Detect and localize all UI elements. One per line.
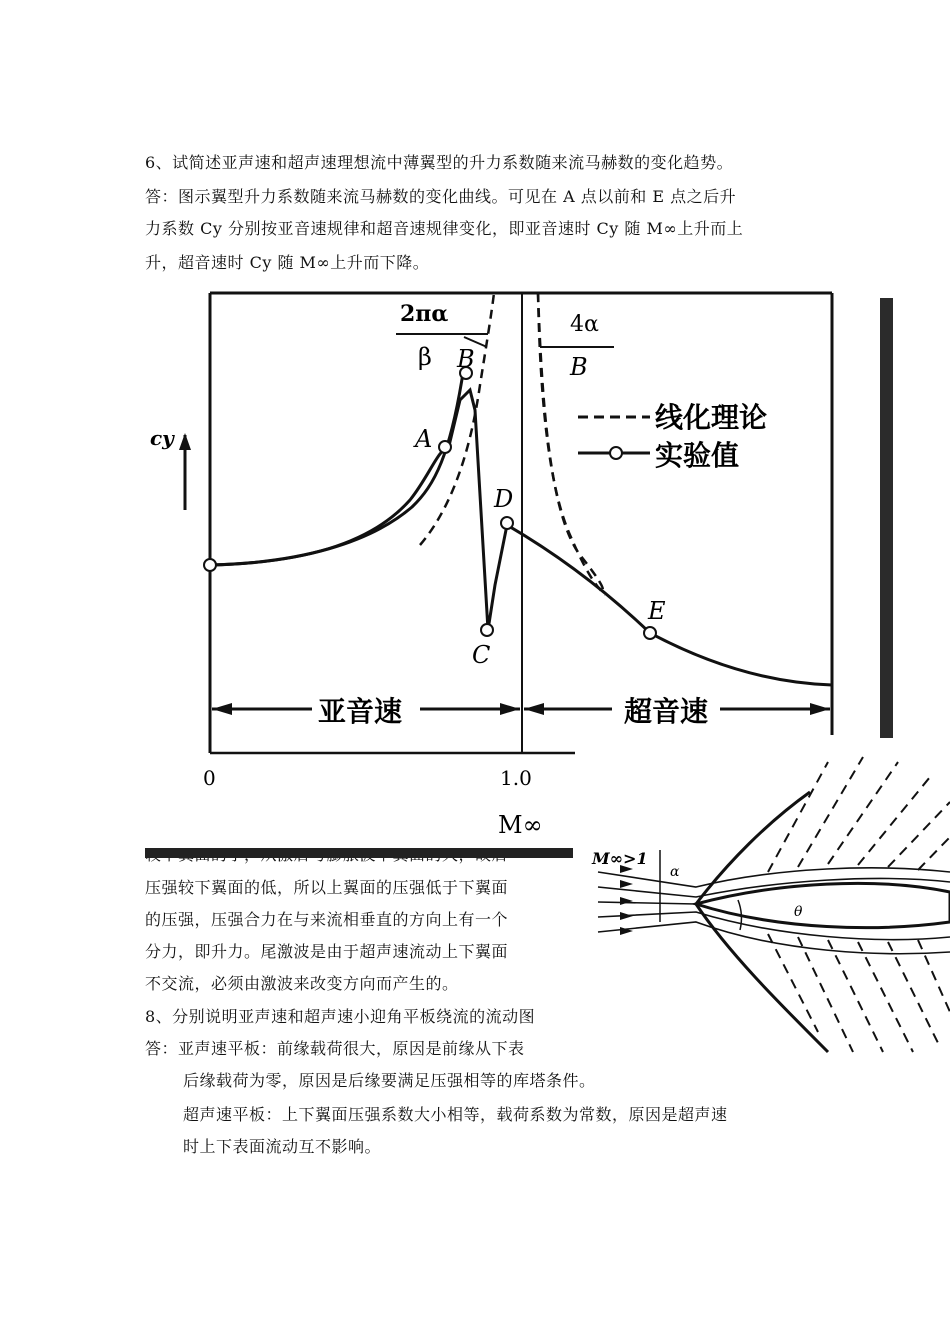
scan-edge-bar — [880, 298, 893, 738]
y-axis-label: cy — [150, 426, 174, 450]
data-point-a — [439, 441, 451, 453]
label-b-denominator: B — [570, 353, 588, 381]
data-point-c — [481, 624, 493, 636]
q8-answer-line-4: 时上下表面流动互不影响。 — [183, 1137, 382, 1156]
q6-answer-line-1: 答：图示翼型升力系数随来流马赫数的变化曲线。可见在 A 点以前和 E 点之后升 — [145, 187, 737, 206]
legend-linear-theory: 线化理论 — [655, 401, 768, 434]
legend-marker — [610, 447, 622, 459]
linear-theory-subsonic — [420, 293, 494, 545]
q8-answer-line-2: 后缘载荷为零，原因是后缘要满足压强相等的库塔条件。 — [183, 1071, 596, 1090]
x-tick-zero: 0 — [203, 766, 216, 790]
region-supersonic: 超音速 — [624, 695, 709, 728]
supersonic-arrowhead-left — [524, 703, 544, 715]
experimental-rise — [210, 373, 463, 565]
region-subsonic: 亚音速 — [318, 695, 403, 728]
point-label-b: B — [457, 345, 475, 373]
point-label-d: D — [494, 485, 514, 513]
subsonic-arrowhead-left — [212, 703, 232, 715]
q6-question: 6、试简述亚声速和超声速理想流中薄翼型的升力系数随来流马赫数的变化趋势。 — [145, 153, 734, 172]
point-label-a: A — [415, 425, 433, 453]
overlay-bar — [145, 848, 573, 858]
mach-label: M∞>1 — [592, 849, 648, 868]
q7-line-1: 压强较下翼面的低，所以上翼面的压强低于下翼面 — [145, 878, 509, 897]
q7-line-3: 分力，即升力。尾激波是由于超声速流动上下翼面 — [145, 942, 509, 961]
point-label-e: E — [648, 597, 666, 625]
data-point-start — [204, 559, 216, 571]
x-tick-one: 1.0 — [500, 766, 532, 790]
q8-answer-line-3: 超声速平板：上下翼面压强系数大小相等，载荷系数为常数，原因是超声速 — [183, 1105, 728, 1124]
q7-line-4: 不交流，必须由激波来改变方向而产生的。 — [145, 974, 459, 993]
q8-answer-line-1: 答：亚声速平板：前缘载荷很大，原因是前缘从下表 — [145, 1039, 525, 1058]
y-axis-arrowhead — [179, 433, 191, 450]
theta-label: θ — [794, 904, 803, 920]
label-2pi-alpha: 2πα — [400, 301, 449, 327]
q7-line-2: 的压强，压强合力在与来流相垂直的方向上有一个 — [145, 910, 509, 929]
q6-answer-line-3: 升，超音速时 Cy 随 M∞上升而下降。 — [145, 253, 430, 272]
data-point-e — [644, 627, 656, 639]
x-axis-label: M∞ — [498, 811, 543, 839]
label-beta: β — [418, 343, 432, 371]
legend-experimental: 实验值 — [655, 439, 740, 472]
subsonic-arrowhead-right — [500, 703, 520, 715]
supersonic-airfoil-figure — [578, 752, 950, 1064]
label-4-alpha: 4α — [570, 312, 599, 337]
data-point-d — [501, 517, 513, 529]
supersonic-arrowhead-right — [810, 703, 830, 715]
alpha-label: α — [670, 864, 680, 880]
linear-theory-supersonic — [538, 293, 603, 590]
point-label-c: C — [472, 641, 491, 669]
q6-answer-line-2: 力系数 Cy 分别按亚音速规律和超音速规律变化，即亚音速时 Cy 随 M∞上升而上 — [145, 219, 744, 238]
q8-question: 8、分别说明亚声速和超声速小迎角平板绕流的流动图 — [145, 1007, 536, 1026]
